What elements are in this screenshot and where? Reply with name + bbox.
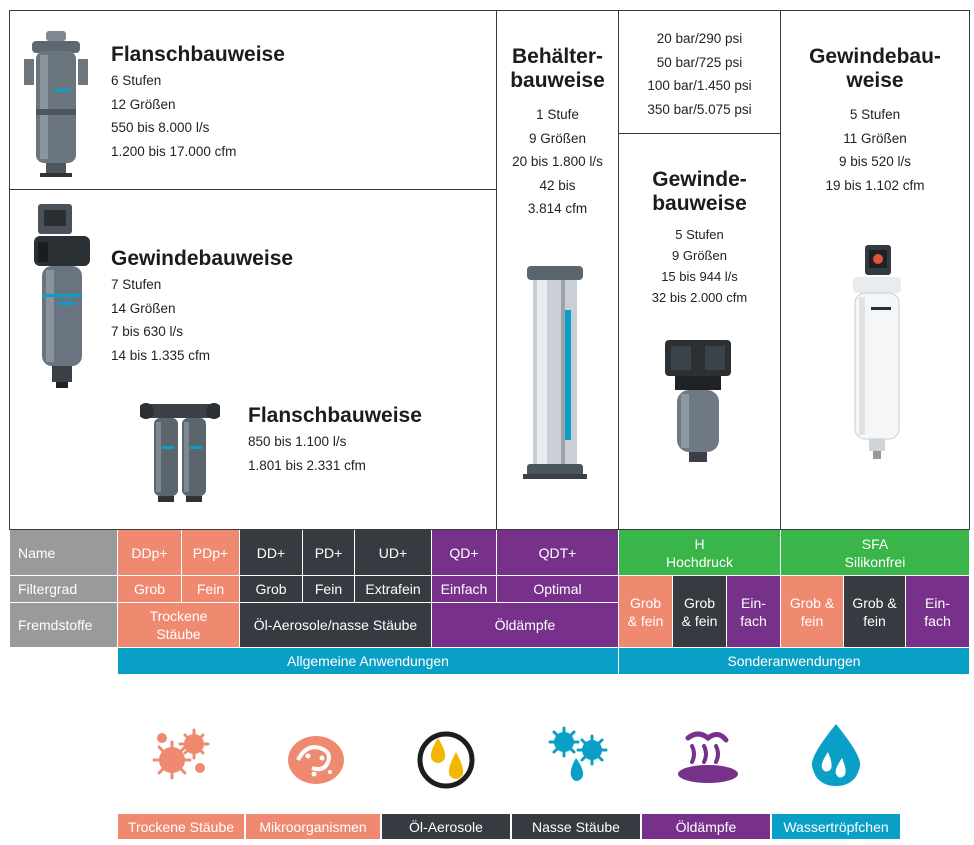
high-pressure-filter-image <box>665 340 731 466</box>
spec-line: 3.814 cfm <box>527 201 588 216</box>
product-specs <box>111 69 236 163</box>
title-line: Gewinde- <box>652 168 747 191</box>
threaded-filter-image <box>34 202 90 392</box>
wet-dust-icon <box>546 724 612 788</box>
pressure-rating-panel <box>618 10 781 134</box>
spec-line: 42 bis <box>539 177 576 193</box>
oil-aerosol-icon <box>416 730 476 790</box>
name-cell: QD+ <box>432 530 496 575</box>
name-cell: UD+ <box>355 530 431 575</box>
spec-line: 550 bis 8.000 l/s <box>111 120 210 135</box>
product-panel-flange-large <box>9 10 497 190</box>
microorganism-icon <box>284 726 348 790</box>
spec-line: 9 Größen <box>528 130 587 146</box>
product-panel-threaded-and-flange <box>9 189 497 530</box>
product-specs <box>619 224 780 308</box>
name-cell: QDT+ <box>497 530 618 575</box>
row-label-contaminants: Fremdstoffe <box>10 603 117 647</box>
spec-line: 32 bis 2.000 cfm <box>651 290 748 305</box>
spec-line: 1.200 bis 17.000 cfm <box>111 143 237 159</box>
product-title: Gewindebauweise <box>111 247 294 270</box>
spec-line: 9 Größen <box>672 248 727 263</box>
spec-line: 19 bis 1.102 cfm <box>825 177 925 193</box>
pressure-rating: 350 bar/5.075 psi <box>647 101 752 117</box>
spec-line: 9 bis 520 l/s <box>838 154 912 169</box>
spec-line: 14 Größen <box>111 300 176 316</box>
spec-line: 7 bis 630 l/s <box>111 324 184 339</box>
spec-line: 6 Stufen <box>111 73 162 88</box>
product-title: Flanschbauweise <box>248 404 422 427</box>
special-applications-bar: Sonderanwendungen <box>619 648 969 674</box>
name-cell: PDp+ <box>182 530 239 575</box>
legend-label-oil-aerosols: Öl-Aerosole <box>382 814 510 839</box>
h-grade-cell: Grob & fein <box>673 576 726 647</box>
title-line: Gewindebau- <box>809 45 941 68</box>
product-label: Hochdruck <box>666 553 733 570</box>
legend-label-dry-dust: Trockene Stäube <box>118 814 244 839</box>
product-code: SFA <box>861 535 889 552</box>
grade-cell: Fein <box>182 576 239 602</box>
h-grade-cell: Grob & fein <box>619 576 672 647</box>
h-grade-cell: Ein-fach <box>727 576 780 647</box>
product-panel-vessel <box>496 10 619 530</box>
title-line: bauweise <box>652 192 747 215</box>
water-droplet-icon <box>806 722 866 790</box>
name-cell-silicone-free <box>781 530 969 575</box>
product-title: Flanschbauweise <box>111 43 285 66</box>
title-line: weise <box>846 69 904 92</box>
spec-line: 1 Stufe <box>536 107 579 122</box>
name-cell: DD+ <box>240 530 302 575</box>
row-label-filter-grade: Filtergrad <box>10 576 117 602</box>
silicone-free-filter-image <box>849 245 905 461</box>
grade-cell: Einfach <box>432 576 496 602</box>
spec-line: 850 bis 1.100 l/s <box>248 434 347 449</box>
product-title <box>497 45 618 93</box>
product-specs <box>248 430 366 477</box>
name-cell-high-pressure <box>619 530 780 575</box>
spec-line: 1.801 bis 2.331 cfm <box>248 457 366 473</box>
product-specs <box>781 103 969 197</box>
grade-cell: Grob <box>118 576 181 602</box>
grade-cell: Fein <box>303 576 354 602</box>
pressure-rating: 100 bar/1.450 psi <box>647 78 752 93</box>
pressure-rating: 20 bar/290 psi <box>656 31 743 46</box>
title-line: Behälter- <box>511 45 604 68</box>
flange-filter-image <box>24 29 88 179</box>
product-panel-silicone-free <box>780 10 970 530</box>
product-specs <box>497 103 618 221</box>
sfa-grade-cell: Grob & fein <box>844 576 905 647</box>
legend-label-microorganisms: Mikroorganismen <box>246 814 380 839</box>
spec-line: 20 bis 1.800 l/s <box>512 154 603 169</box>
row-label-name: Name <box>10 530 117 575</box>
spec-line: 14 bis 1.335 cfm <box>111 347 211 363</box>
dry-dust-icon <box>150 724 214 788</box>
legend-label-wet-dust: Nasse Stäube <box>512 814 640 839</box>
contaminant-cell: Trockene Stäube <box>118 603 239 647</box>
product-label: Silikonfrei <box>844 553 906 570</box>
title-line: bauweise <box>510 69 605 92</box>
pressure-rating: 50 bar/725 psi <box>656 54 743 70</box>
grade-cell: Optimal <box>497 576 618 602</box>
product-code: H <box>694 535 705 552</box>
legend-label-oil-vapour: Öldämpfe <box>642 814 770 839</box>
spec-line: 12 Größen <box>111 96 176 112</box>
sfa-grade-cell: Ein-fach <box>906 576 969 647</box>
name-cell: PD+ <box>303 530 354 575</box>
contaminant-cell: Öldämpfe <box>432 603 618 647</box>
spec-line: 7 Stufen <box>111 277 162 292</box>
product-panel-high-pressure <box>618 133 781 530</box>
spec-line: 11 Größen <box>843 130 907 146</box>
name-cell: DDp+ <box>118 530 181 575</box>
grade-cell: Extrafein <box>355 576 431 602</box>
grade-cell: Grob <box>240 576 302 602</box>
oil-vapour-icon <box>674 726 740 786</box>
general-applications-bar: Allgemeine Anwendungen <box>118 648 618 674</box>
pressure-rating-list <box>619 27 780 121</box>
product-title <box>781 45 969 93</box>
spec-line: 5 Stufen <box>849 107 901 122</box>
spec-line: 5 Stufen <box>675 227 724 242</box>
legend-label-water-droplets: Wassertröpfchen <box>772 814 900 839</box>
product-specs <box>111 273 210 367</box>
product-title <box>619 168 780 216</box>
spec-line: 15 bis 944 l/s <box>661 269 738 284</box>
twin-flange-filter-image <box>140 396 220 506</box>
vessel-filter-image <box>523 266 587 481</box>
sfa-grade-cell: Grob & fein <box>781 576 843 647</box>
contaminant-cell: Öl-Aerosole/nasse Stäube <box>240 603 431 647</box>
